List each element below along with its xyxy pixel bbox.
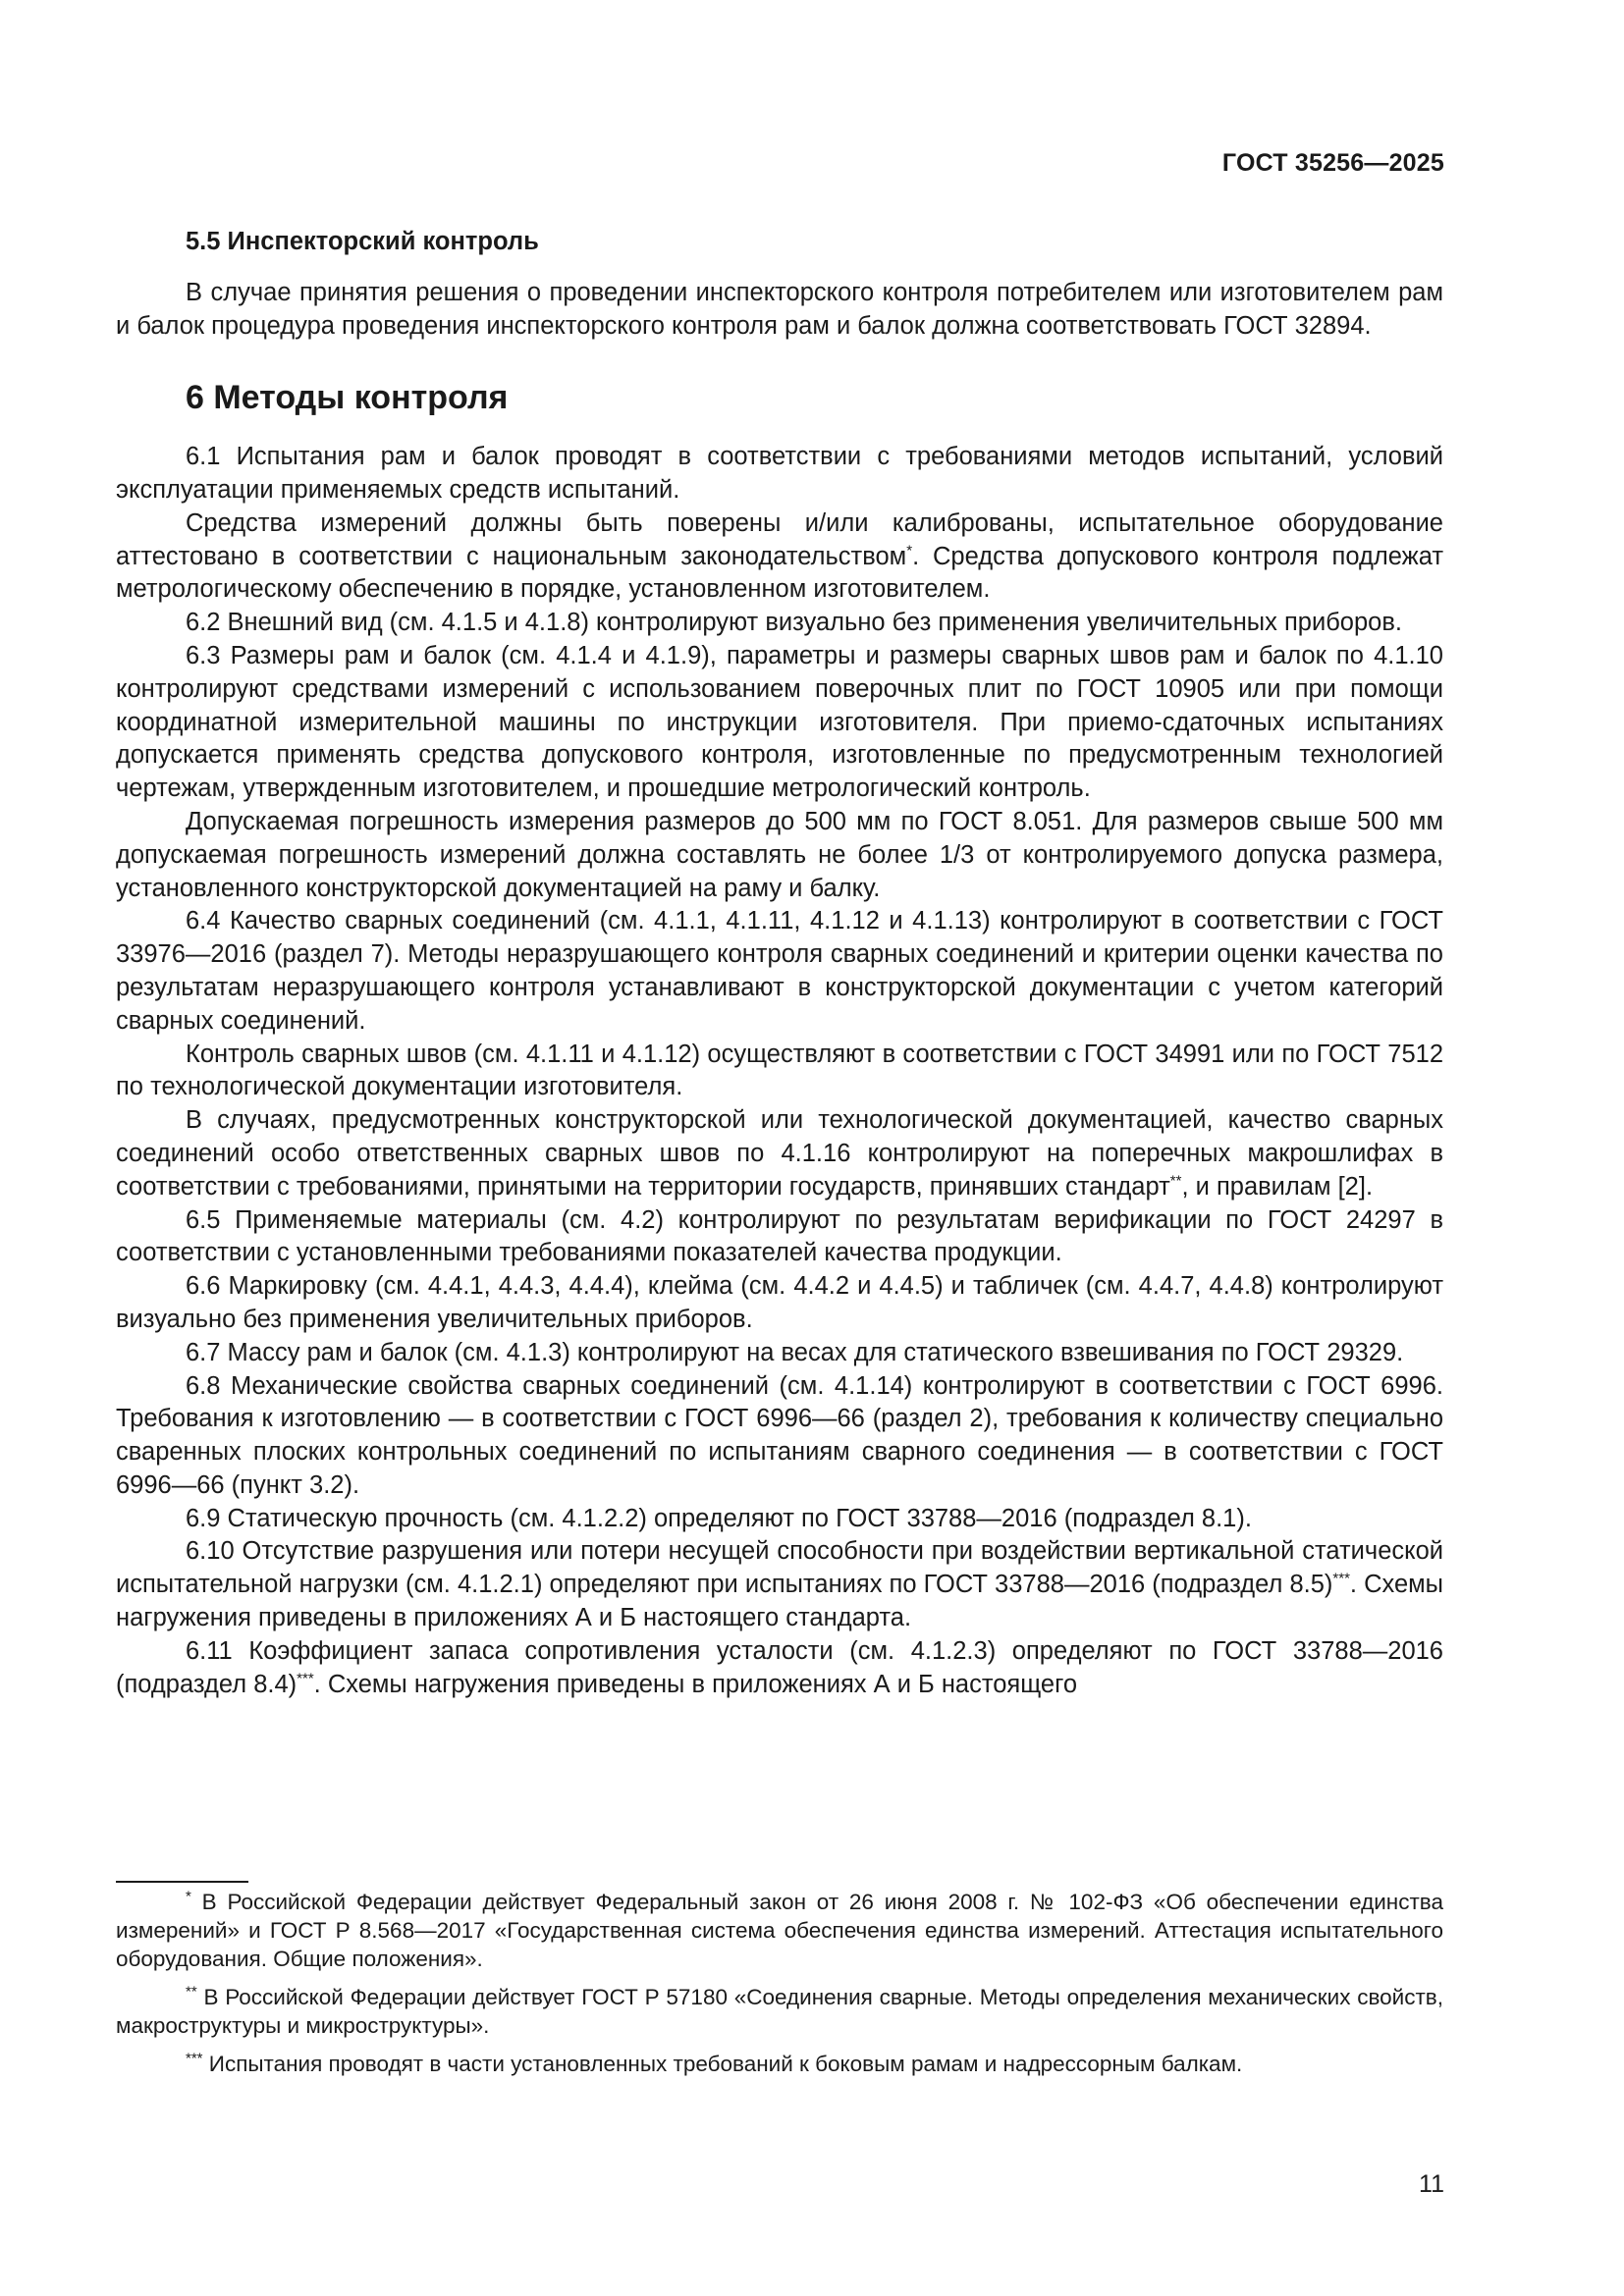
paragraph-6-6: 6.6 Маркировку (см. 4.4.1, 4.4.3, 4.4.4), клейма (см. 4.4.2 и 4.4.5) и табличек (см. 4.4.7, 4.4.8) контролируют визуально без применения увеличительных приборов. (116, 1272, 1443, 1333)
paragraph-6-2: 6.2 Внешний вид (см. 4.1.5 и 4.1.8) контролируют визуально без применения увеличительных приборов. (186, 609, 1402, 637)
paragraph-weld-control: Контроль сварных швов (см. 4.1.11 и 4.1.12) осуществляют в соответствии с ГОСТ 34991 или по ГОСТ 7512 по технологической документации изготовителя. (116, 1040, 1443, 1101)
paragraph-tolerance: Допускаемая погрешность измерения размеров до 500 мм по ГОСТ 8.051. Для размеров свыше 500 мм допускаемая погрешность измерений должна составлять не более 1/3 от контролируемого допуска размера, установленного конструкторской документацией на раму и балку. (116, 807, 1443, 902)
footnote-3 (116, 2050, 1443, 2078)
paragraph-6-7: 6.7 Массу рам и балок (см. 4.1.3) контролируют на весах для статического взвешивания по ГОСТ 29329. (186, 1338, 1404, 1366)
paragraph-macrosections (116, 1104, 1443, 1203)
document-code: ГОСТ 35256—2025 (1221, 149, 1444, 177)
footnote-ref: ** (1169, 1172, 1182, 1190)
paragraph-6-1: 6.1 Испытания рам и балок проводят в соответствии с требованиями методов испытаний, условий эксплуатации применяемых средств испытаний. (116, 443, 1443, 504)
footnote-mark: *** (186, 2050, 203, 2067)
paragraph-measuring-instruments (116, 507, 1443, 607)
paragraph-6-3: 6.3 Размеры рам и балок (см. 4.1.4 и 4.1.9), параметры и размеры сварных швов рам и балок по 4.1.10 контролируют средствами измерений с использованием поверочных плит по ГОСТ 10905 или при помощи координатной измерительной машины по инструкции изготовителя. При приемо-сдаточных испытаниях допускается применять средства допускового контроля, изготовленные по предусмотренным технологией чертежам, утвержденным изготовителем, и прошедшие метрологический контроль. (116, 641, 1443, 803)
footnote-ref: * (906, 542, 913, 560)
paragraph-text: 6.11 Коэффициент запаса сопротивления усталости (см. 4.1.2.3) определяют по ГОСТ 33788—2016 (подраздел 8.4) (116, 1636, 1443, 1698)
paragraph-text: . Схемы нагружения приведены в приложениях А и Б настоящего (313, 1670, 1078, 1698)
footnote-2 (116, 1983, 1443, 2040)
footnote-ref: *** (297, 1670, 314, 1687)
section-5-5-title: 5.5 Инспекторский контроль (186, 228, 539, 255)
paragraph-text: Средства измерений должны быть поверены и/или калиброваны, испытательное оборудование аттестовано в соответствии с национальным законодательством (116, 508, 1443, 570)
footnote-mark: * (186, 1888, 191, 1905)
section-5-5-text: В случае принятия решения о проведении инспекторского контроля потребителем или изготовителем рам и балок процедура проведения инспекторского контроля рам и балок должна соответствовать ГОСТ 32894. (116, 278, 1443, 340)
footnotes (116, 1888, 1443, 2088)
paragraph-6-11 (116, 1635, 1443, 1702)
footnote-text: Испытания проводят в части установленных требований к боковым рамам и надрессорным балкам. (202, 2052, 1243, 2076)
page-number: 11 (1419, 2170, 1444, 2198)
paragraph-text: 6.10 Отсутствие разрушения или потери несущей способности при воздействии вертикальной статической испытательной нагрузки (см. 4.1.2.1) определяют при испытаниях по ГОСТ 33788—2016 (подраздел 8.5) (116, 1537, 1443, 1599)
paragraph-text: В случаях, предусмотренных конструкторской или технологической документацией, качество сварных соединений особо ответственных сварных швов по 4.1.16 контролируют на поперечных макрошлифах в соответствии с требованиями, принятыми на территории государств, принявших стандарт (116, 1106, 1443, 1201)
section-6-title: 6 Методы контроля (186, 379, 509, 417)
paragraph-6-4: 6.4 Качество сварных соединений (см. 4.1.1, 4.1.11, 4.1.12 и 4.1.13) контролируют в соответствии с ГОСТ 33976—2016 (раздел 7). Методы неразрушающего контроля сварных соединений и критерии оценки качества по результатам неразрушающего контроля устанавливают в конструкторской документации с учетом категорий сварных соединений. (116, 907, 1443, 1035)
paragraph-6-10 (116, 1535, 1443, 1634)
paragraph-text: . Схемы нагружения приведены в приложениях А и Б настоящего стандарта. (116, 1571, 1444, 1632)
footnote-text: В Российской Федерации действует Федеральный закон от 26 июня 2008 г. № 102-ФЗ «Об обеспечении единства измерений» и ГОСТ Р 8.568—2017 «Государственная система обеспечения единства измерений. Аттестация испытательного оборудования. Общие положения». (116, 1890, 1443, 1971)
paragraph-6-8: 6.8 Механические свойства сварных соединений (см. 4.1.14) контролируют в соответствии с ГОСТ 6996. Требования к изготовлению — в соответствии с ГОСТ 6996—66 (раздел 2), требования к количеству специально сваренных плоских контрольных соединений по испытаниям сварного соединения — в соответствии с ГОСТ 6996—66 (пункт 3.2). (116, 1371, 1443, 1499)
footnote-ref: *** (1332, 1570, 1350, 1587)
document-body (116, 226, 1443, 1701)
footnote-text: В Российской Федерации действует ГОСТ Р 57180 «Соединения сварные. Методы определения механических свойств, макроструктуры и микроструктуры». (116, 1985, 1443, 2038)
paragraph-text: . Средства допускового контроля подлежат метрологическому обеспечению в порядке, установленном изготовителем. (116, 542, 1444, 604)
footnote-1 (116, 1888, 1443, 1973)
paragraph-6-5: 6.5 Применяемые материалы (см. 4.2) контролируют по результатам верификации по ГОСТ 24297 в соответствии с установленными требованиями показателей качества продукции. (116, 1205, 1443, 1267)
paragraph-text: , и правилам [2]. (1181, 1172, 1374, 1201)
paragraph-6-9: 6.9 Статическую прочность (см. 4.1.2.2) определяют по ГОСТ 33788—2016 (подраздел 8.1). (186, 1504, 1252, 1532)
footnote-mark: ** (186, 1983, 197, 2001)
footnote-divider (116, 1881, 248, 1883)
